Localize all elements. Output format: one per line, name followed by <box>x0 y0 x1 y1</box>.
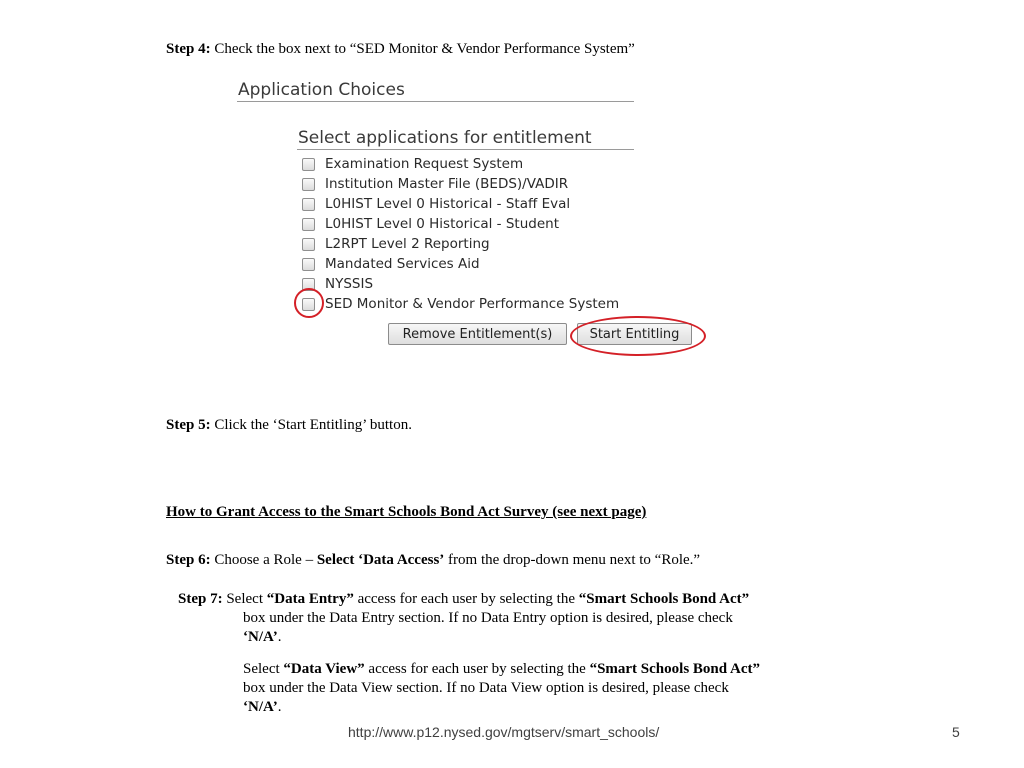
step-6-text-2: from the drop-down menu next to “Role.” <box>444 552 701 568</box>
option-label: Mandated Services Aid <box>325 256 480 272</box>
step-7b-line-3 <box>243 698 281 717</box>
option-sed-monitor-vendor-performance[interactable] <box>302 295 619 313</box>
step-7-text-2: access for each user by selecting the <box>353 591 579 607</box>
step-7-ssba: “Smart Schools Bond Act” <box>578 591 750 607</box>
remove-entitlements-button[interactable]: Remove Entitlement(s) <box>388 323 567 345</box>
application-choices-title: Application Choices <box>238 80 405 100</box>
option-label: Examination Request System <box>325 156 524 172</box>
step-7-line-2: box under the Data Entry section. If no Data Entry option is desired, please check <box>243 610 733 626</box>
option-l0hist-staff-eval[interactable] <box>302 195 570 213</box>
section-divider <box>297 149 634 150</box>
step-7b-text-1: Select <box>243 661 284 677</box>
start-entitling-button[interactable]: Start Entitling <box>577 323 692 345</box>
step-6-label: Step 6: <box>166 552 211 568</box>
step-4-label: Step 4: <box>166 41 211 57</box>
option-l0hist-student[interactable] <box>302 215 559 233</box>
step-7-na: ‘N/A’ <box>243 629 278 645</box>
option-institution-master-file[interactable] <box>302 175 568 193</box>
checkbox[interactable] <box>302 198 315 211</box>
step-7b-period: . <box>277 699 282 715</box>
checkbox[interactable] <box>302 158 315 171</box>
step-6-text-1: Choose a Role – <box>214 552 317 568</box>
step-7b-ssba: “Smart Schools Bond Act” <box>589 661 760 677</box>
step-7b-text-2: access for each user by selecting the <box>364 661 590 677</box>
button-highlight-circle <box>570 316 706 356</box>
step-7b-na: ‘N/A’ <box>243 699 278 715</box>
checkbox-highlight-circle <box>294 288 324 318</box>
option-examination-request-system[interactable] <box>302 155 523 173</box>
step-5-text: Click the ‘Start Entitling’ button. <box>214 417 412 433</box>
title-divider <box>237 101 634 102</box>
option-label: NYSSIS <box>325 276 374 292</box>
step-7b-data-view: “Data View” <box>283 661 365 677</box>
grant-access-heading: How to Grant Access to the Smart Schools Bond Act Survey (see next page) <box>166 504 647 520</box>
select-applications-title: Select applications for entitlement <box>298 128 592 148</box>
step-6-instruction <box>166 551 700 570</box>
step-7b-line-2: box under the Data View section. If no Data View option is desired, please check <box>243 680 729 696</box>
step-7-period: . <box>277 629 282 645</box>
option-label: L2RPT Level 2 Reporting <box>325 236 490 252</box>
option-label: Institution Master File (BEDS)/VADIR <box>325 176 569 192</box>
option-label: L0HIST Level 0 Historical - Staff Eval <box>325 196 571 212</box>
step-7-line-3 <box>243 628 281 647</box>
checkbox[interactable] <box>302 238 315 251</box>
option-l2rpt-reporting[interactable] <box>302 235 490 253</box>
checkbox[interactable] <box>302 178 315 191</box>
step-4-text: Check the box next to “SED Monitor & Vendor Performance System” <box>214 41 635 57</box>
option-label: L0HIST Level 0 Historical - Student <box>325 216 559 232</box>
checkbox[interactable] <box>302 218 315 231</box>
step-5-instruction <box>166 416 412 435</box>
step-7b-line-1 <box>243 660 760 679</box>
step-7-data-entry: “Data Entry” <box>266 591 354 607</box>
footer-url: http://www.p12.nysed.gov/mgtserv/smart_schools/ <box>348 724 660 740</box>
checkbox[interactable] <box>302 258 315 271</box>
step-5-label: Step 5: <box>166 417 211 433</box>
step-7-text-1: Select <box>226 591 267 607</box>
option-label: SED Monitor & Vendor Performance System <box>325 296 620 312</box>
step-7-label: Step 7: <box>178 591 223 607</box>
page-number: 5 <box>952 724 960 740</box>
step-4-instruction <box>166 40 635 59</box>
step-7-line-1 <box>178 590 749 609</box>
step-6-bold: Select ‘Data Access’ <box>316 552 445 568</box>
option-mandated-services-aid[interactable] <box>302 255 480 273</box>
